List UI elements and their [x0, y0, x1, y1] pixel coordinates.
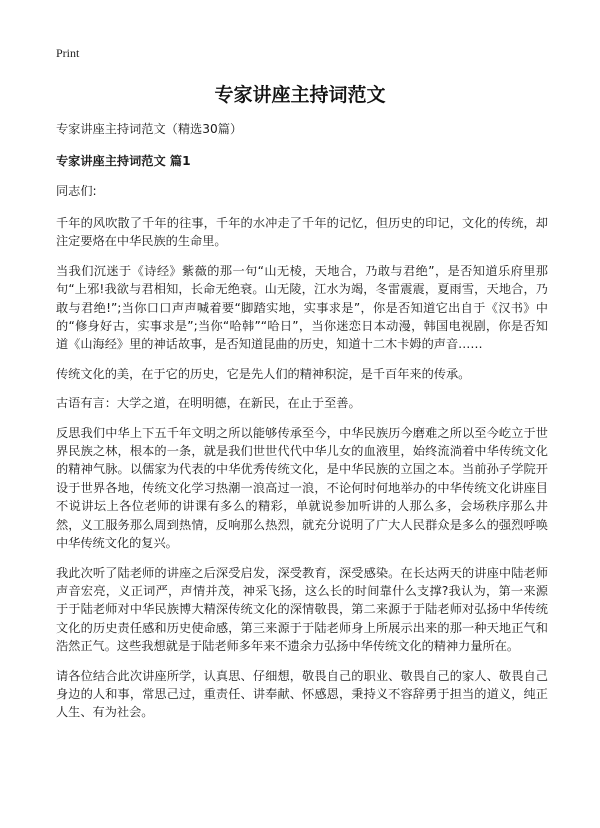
- greeting: 同志们:: [56, 184, 97, 198]
- section-heading: 专家讲座主持词范文 篇1: [56, 154, 191, 168]
- document-body: [56, 120, 548, 733]
- document-title: 专家讲座主持词范文: [214, 84, 386, 106]
- paragraph-2: 当我们沉迷于《诗经》紫薇的那一句“山无棱，天地合，乃敢与君绝”，是否知道乐府里那句“上邪!我欲与君相知，长命无绝衰。山无陵，江水为竭，冬雷震震，夏雨雪，天地合，乃敢与君绝!”;当你口口声声喊着要“脚踏实地，实事求是”，你是否知道它出自于《汉书》中的“修身好古，实事求是”;当你“哈韩”“哈日”，当你迷恋日本动漫，韩国电视剧，你是否知道《山海经》里的神话故事，是否知道昆曲的历史，知道十二木卡姆的声音……: [56, 263, 548, 352]
- paragraph-5: 反思我们中华上下五千年文明之所以能够传承至今，中华民族历今磨难之所以至今屹立于世界民族之林，根本的一条，就是我们世世代代中华儿女的血液里，始终流淌着中华传统文化的精神气脉。以儒家为代表的中华优秀传统文化，是中华民族的立国之本。当前孙子学院开设于世界各地，传统文化学习热潮一浪高过一浪，不论何时何地举办的中华传统文化讲座目不说讲坛上各位老师的讲课有多么的精彩，单就说参加听讲的人那么多，会场秩序那么井然，义工服务那么周到热情，反响那么热烈，就充分说明了广大人民群众是多么的强烈呼唤中华传统文化的复兴。: [56, 425, 548, 551]
- paragraph-6: 我此次听了陆老师的讲座之后深受启发，深受教育，深受感染。在长达两天的讲座中陆老师声音宏亮，义正词严，声情并茂，神采飞扬，这么长的时间靠什么支撑?我认为，第一来源于于陆老师对中华民族博大精深传统文化的深情敬畏，第二来源于于陆老师对弘扬中华传统文化的历史责任感和历史使命感，第三来源于于陆老师身上所展示出来的那一种天地正气和浩然正气。这些我想就是于陆老师多年来不遗余力弘扬中华传统文化的精神力量所在。: [56, 565, 548, 654]
- paragraph-4: 古语有言：大学之道，在明明德，在新民，在止于至善。: [56, 396, 361, 411]
- paragraph-1: 千年的风吹散了千年的往事，千年的水冲走了千年的记忆，但历史的印记，文化的传统，却注定要烙在中华民族的生命里。: [56, 216, 548, 249]
- document-subtitle: 专家讲座主持词范文（精选30篇）: [56, 122, 243, 136]
- paragraph-7: 请各位结合此次讲座所学，认真思、仔细想，敬畏自己的职业、敬畏自己的家人、敬畏自己身边的人和事，常思己过，重责任、讲奉献、怀感恩，秉持义不容辞勇于担当的道义，纯正人生、有为社会。: [56, 668, 548, 720]
- paragraph-3: 传统文化的美，在于它的历史，它是先人们的精神积淀，是千百年来的传承。: [56, 366, 471, 381]
- print-link[interactable]: Print: [56, 46, 80, 60]
